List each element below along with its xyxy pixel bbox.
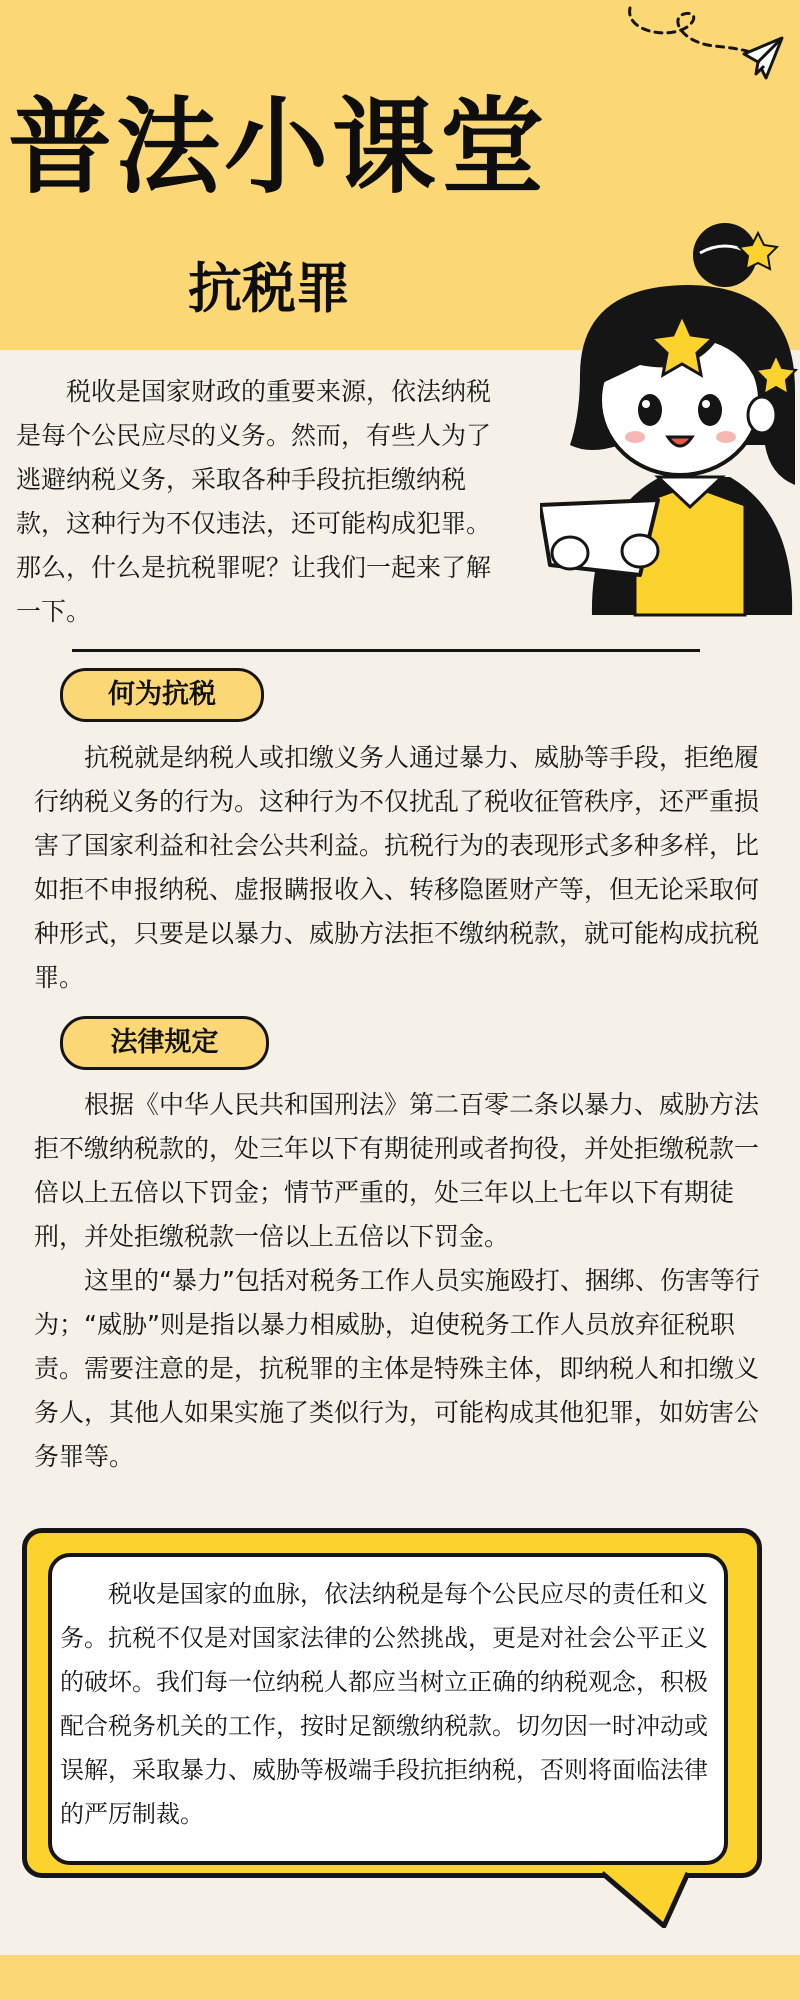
section-divider <box>72 649 700 652</box>
closing-paragraph: 税收是国家的血脉，依法纳税是每个公民应尽的责任和义务。抗税不仅是对国家法律的公然挑战，更是对社会公平正义的破坏。我们每一位纳税人都应当树立正确的纳税观念，积极配合税务机关的工作，按时足额缴纳税款。切勿因一时冲动或误解，采取暴力、威胁等极端手段抗拒纳税，否则将面临法律的严厉制裁。 <box>60 1580 708 1828</box>
page-title: 普法小课堂 <box>8 86 549 208</box>
paper-plane-icon <box>622 2 787 87</box>
girl-reading-illustration <box>540 215 800 625</box>
page-subtitle: 抗税罪 <box>188 257 350 320</box>
law-paragraph-2: 这里的“暴力”包括对税务工作人员实施殴打、捆绑、伤害等行为；“威胁”则是指以暴力相威胁，迫使税务工作人员放弃征税职责。需要注意的是，抗税罪的主体是特殊主体，即纳税人和扣缴义务人，其他人如果实施了类似行为，可能构成其他犯罪，如妨害公务罪等。 <box>34 1266 760 1471</box>
speech-bubble-tail <box>600 1868 690 1928</box>
section-label-definition: 何为抗税 <box>60 668 264 722</box>
intro-paragraph: 税收是国家财政的重要来源，依法纳税是每个公民应尽的义务。然而，有些人为了逃避纳税义务，采取各种手段抗拒缴纳税款，这种行为不仅违法，还可能构成犯罪。那么，什么是抗税罪呢？让我们一起来了解一下。 <box>16 377 492 626</box>
footer-band <box>0 1955 800 2000</box>
section-label-law: 法律规定 <box>60 1016 269 1070</box>
law-paragraph-1: 根据《中华人民共和国刑法》第二百零二条以暴力、威胁方法拒不缴纳税款的，处三年以下有期徒刑或者拘役，并处拒缴税款一倍以上五倍以下罚金；情节严重的，处三年以上七年以下有期徒刑，并处拒缴税款一倍以上五倍以下罚金。 <box>34 1090 760 1251</box>
definition-paragraph: 抗税就是纳税人或扣缴义务人通过暴力、威胁等手段，拒绝履行纳税义务的行为。这种行为不仅扰乱了税收征管秩序，还严重损害了国家利益和社会公共利益。抗税行为的表现形式多种多样，比如拒不申报纳税、虚报瞒报收入、转移隐匿财产等，但无论采取何种形式，只要是以暴力、威胁方法拒不缴纳税款，就可能构成抗税罪。 <box>34 743 760 992</box>
